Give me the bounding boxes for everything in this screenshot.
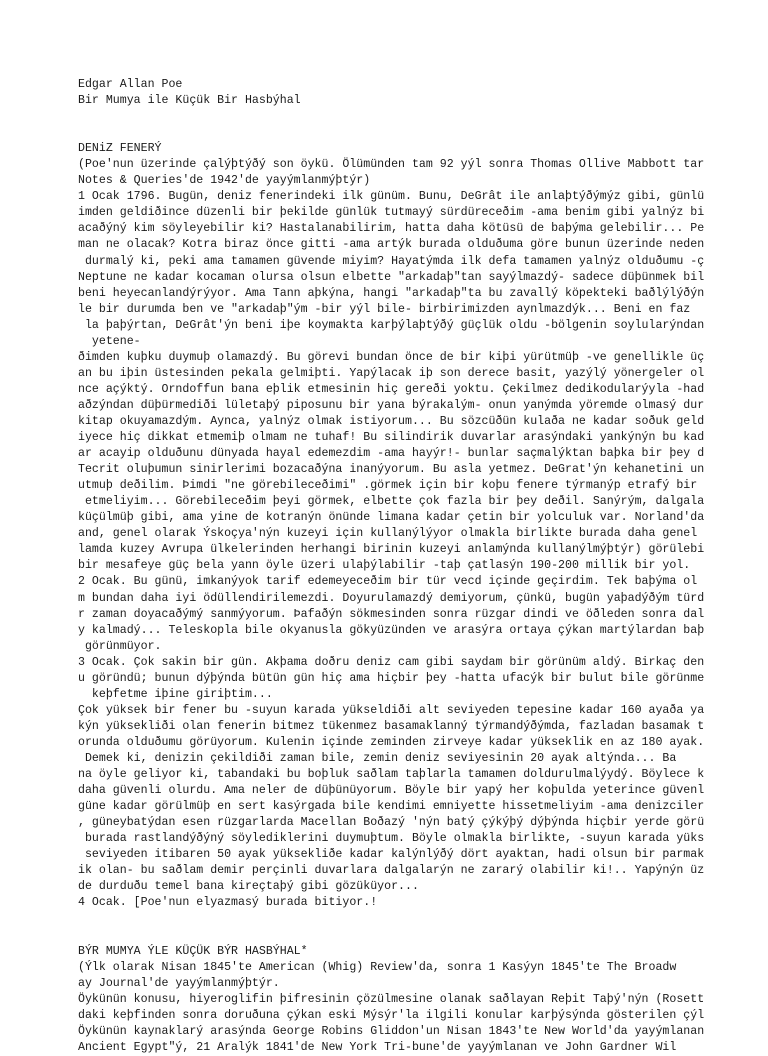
text-line: utmuþ deðilim. Þimdi "ne görebileceðimi" .görmek için bir koþu fenere týrmanýp etrafý bir [78,479,698,493]
text-line: ay Journal'de yayýmlanmýþtýr. [78,976,280,990]
text-line: 3 Ocak. Çok sakin bir gün. Akþama doðru deniz cam gibi saydam bir görünüm aldý. Birkaç den [78,655,705,669]
text-line [78,125,768,141]
text-line: görünmüyor. [78,639,162,653]
text-line [78,911,768,927]
text-line: r zaman doyacaðýmý sanmýyorum. Þafaðýn sökmesinden sonra rüzgar dindi ve öðleden sonra dal [78,607,705,621]
text-line: Tecrit oluþumun sinirlerimi bozacaðýna inanýyorum. Bu asla yetmez. DeGrat'ýn kehanetini un [78,463,705,477]
text-line: yetene- [78,334,141,348]
text-line: m bundan daha iyi ödüllendirilemezdi. Doyurulamazdý demiyorum, çünkü, bugün yaþadýðým türd [78,591,705,605]
text-line: durmalý ki, peki ama tamamen güvende miyim? Hayatýmda ilk defa tamamen yalnýz olduðumu -ç [78,254,705,268]
text-line: u göründü; bunun dýþýnda bütün gün hiç ama hiçbir þey -hatta ufacýk bir bulut bile görünme [78,671,705,685]
text-line: Öykünün konusu, hiyeroglifin þifresinin çözülmesine olanak saðlayan Reþit Taþý'nýn (Rosett [78,992,705,1006]
text-line: acaðýný kim söyleyebilir ki? Hastalanabilirim, hatta daha kötüsü de baþýma gelebilir... Pe [78,222,705,236]
text-line: y kalmadý... Teleskopla bile okyanusla gökyüzünden ve arasýra ortaya çýkan martýlardan baþ [78,623,705,637]
text-line: kitap okuyamazdým. Aynca, yalnýz olmak istiyorum... Bu sözcüðün kulaða ne kadar soðuk geld [78,414,705,428]
text-line: beni heyecanlandýrýyor. Ama Tann aþkýna, hangi "arkadaþ"ta bu zavallý köpekteki baðlýlýðýn [78,286,705,300]
text-line: and, genel olarak Ýskoçya'nýn kuzeyi için kullanýlýyor olmakla birlikte burada daha genel [78,527,698,541]
text-line: an bu iþin üstesinden pekala gelmiþti. Yapýlacak iþ son derece basit, yazýlý yönergeler ol [78,366,705,380]
text-line: iyece hiç dikkat etmemiþ olmam ne tuhaf! Bu silindirik duvarlar arasýndaki yankýnýn bu kad [78,431,705,445]
text-line: küçülmüþ gibi, ama yine de kotranýn önünde limana kadar çetin bir yolculuk var. Norland'da [78,511,705,525]
text-line [78,927,768,943]
text-line: güne kadar görülmüþ en sert kasýrgada bile kendimi emniyette hissetmeliyim -ama denizciler [78,800,705,814]
text-line: keþfetme iþine giriþtim... [78,687,273,701]
text-line: DENiZ FENERÝ [78,142,162,156]
text-line: de durduðu temel bana kireçtaþý gibi gözüküyor... [78,880,419,894]
text-line: la þaþýrtan, DeGrât'ýn beni iþe koymakta karþýlaþtýðý güçlük oldu -bölgenin soylularýndan [78,318,705,332]
text-line: ar acayip olduðunu dünyada hayal edemezdim -ama hayýr!- bunlar saçmalýktan baþka bir þey d [78,447,705,461]
text-line: (Ýlk olarak Nisan 1845'te American (Whig) Review'da, sonra 1 Kasýyn 1845'te The Broadw [78,960,677,974]
text-line: orunda olduðumu görüyorum. Kulenin içinde zeminden zirveye kadar yükseklik en az 180 ayak. [78,735,705,749]
text-line: ik olan- bu saðlam demir perçinli duvarlara dalgalarýn ne zararý olabilir ki!.. Yapýnýn üz [78,864,705,878]
text-line: daki keþfinden sonra doruðuna çýkan eski Mýsýr'la ilgili konular karþýsýnda gösterilen çýl [78,1008,705,1022]
text-line: Edgar Allan Poe [78,78,183,91]
text-line: (Poe'nun üzerinde çalýþtýðý son öykü. Ölümünden tam 92 yýl sonra Thomas Ollive Mabbott tar [78,158,705,172]
text-line: Öykünün kaynaklarý arasýnda George Robins Gliddon'un Nisan 1843'te New World'da yayýmlanan [78,1024,705,1038]
text-line: bir mesafeye güç bela yann öyle üzeri ulaþýlabilir -taþ çatlasýn 190-200 millik bir yol. [78,559,691,573]
text-line: imden geldiðince düzenli bir þekilde günlük tutmayý sürdüreceðim -ama benim gibi yalnýz bi [78,206,705,220]
text-line: aðzýndan düþürmediði lületaþý piposunu bir yana býrakalým- onun yanýmda yöremde olmasý dur [78,398,705,412]
text-line: daha güvenli olurdu. Ama neler de düþünüyorum. Böyle bir yapý her koþulda yeterince güvenl [78,784,705,798]
text-line: seviyeden itibaren 50 ayak yüksekliðe kadar kalýnlýðý dört ayaktan, hadi olsun bir parmak [78,848,705,862]
text-line: ðimden kuþku duymuþ olamazdý. Bu görevi bundan önce de bir kiþi yürütmüþ -ve genellikle üç [78,350,705,364]
text-line: Demek ki, denizin çekildiði zaman bile, zemin deniz seviyesinin 20 ayak altýnda... Ba [78,751,677,765]
text-line: 4 Ocak. [Poe'nun elyazmasý burada bitiyor.! [78,896,378,910]
text-line [78,109,768,125]
text-line: Ancient Egypt"ý, 21 Aralýk 1841'de New York Tri-bune'de yayýmlanan ve John Gardner Wil [78,1040,677,1054]
text-line: burada rastlandýðýný söylediklerini duymuþtum. Böyle olmakla birlikte, -suyun karada yüks [78,832,705,846]
text-line: Neptune ne kadar kocaman olursa olsun elbette "arkadaþ"tan sayýlmazdý- sadece düþünmek bil [78,270,705,284]
text-line: Çok yüksek bir fener bu -suyun karada yükseldiði alt seviyeden tepesine kadar 160 ayaða ya [78,703,705,717]
text-line: Notes & Queries'de 1942'de yayýmlanmýþtýr) [78,174,371,188]
text-line: man ne olacak? Kotra biraz önce gitti -ama artýk burada olduðuma göre bunun üzerinde neden [78,238,705,252]
text-line: le bir durumda ben ve "arkadaþ"ým -bir yýl bile- birbirimizden aynlmazdýk... Beni en faz [78,302,691,316]
text-line: etmeliyim... Görebileceðim þeyi görmek, elbette çok fazla bir þey deðil. Sanýrým, dalgala [78,495,705,509]
text-line: lamda kuzey Avrupa ülkelerinden herhangi birinin kuzeyi anlamýnda kullanýlmýþtýr) görülebi [78,543,705,557]
text-line: na öyle geliyor ki, tabandaki bu boþluk saðlam taþlarla tamamen doldurulmalýydý. Böylece k [78,768,705,782]
text-line: Bir Mumya ile Küçük Bir Hasbýhal [78,94,301,108]
document-text [78,77,768,1054]
text-line: kýn yüksekliði olan fenerin bitmez tükenmez basamaklanný týrmandýðýmda, fazladan basamak t [78,719,705,733]
text-line: nce açýktý. Orndoffun bana eþlik etmesinin hiç gereði yoktu. Çekilmez dedikodularýyla -had [78,382,705,396]
text-line: , güneybatýdan esen rüzgarlarda Macellan Boðazý 'nýn batý çýkýþý dýþýnda hiçbir yerde görü [78,816,705,830]
text-line: 2 Ocak. Bu günü, imkanýyok tarif edemeyeceðim bir tür vecd içinde geçirdim. Tek baþýma ol [78,575,698,589]
text-line: 1 Ocak 1796. Bugün, deniz fenerindeki ilk günüm. Bunu, DeGrât ile anlaþtýðýmýz gibi, günlü [78,190,705,204]
text-line: BÝR MUMYA ÝLE KÜÇÜK BÝR HASBÝHAL* [78,944,308,958]
